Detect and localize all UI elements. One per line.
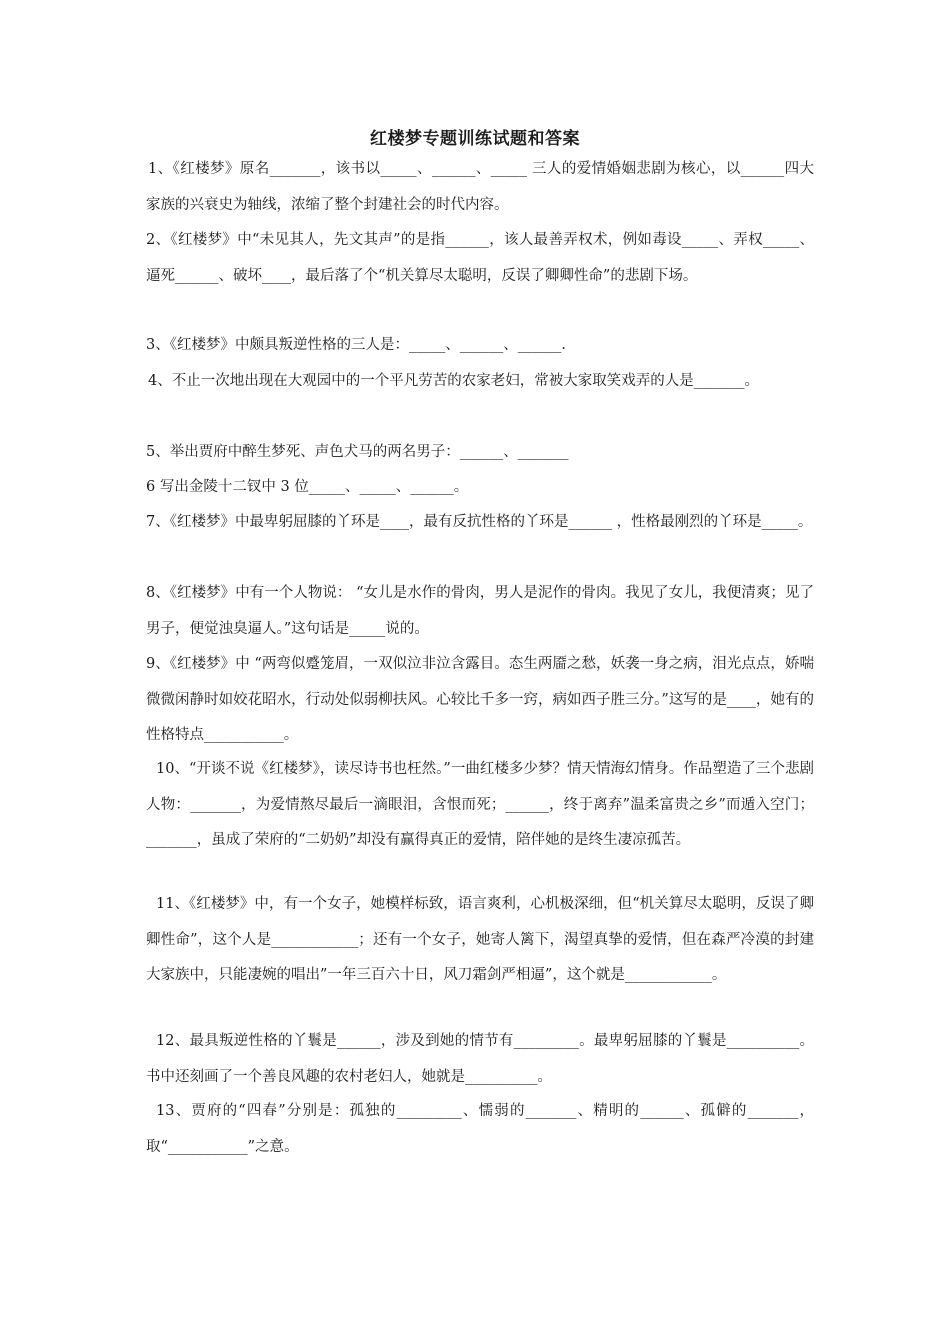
document-title: 红楼梦专题训练试题和答案: [370, 129, 580, 149]
question-11: 11、《红楼梦》中，有一个女子，她模样标致，语言爽利，心机极深细，但“机关算尽太聪明，反误了卿卿性命”，这个人是____________；还有一个女子，她寄人篱下，渴望真挚的爱情，但在森严冷漠的封建大家族中，只能凄婉的唱出”一年三百六十日，风刀霜剑严相逼”，这个就是____________。: [146, 896, 814, 983]
question-12: 12、最具叛逆性格的丫鬟是______，涉及到她的情节有_________。最卑躬屈膝的丫鬟是__________。书中还刻画了一个善良风趣的农村老妇人，她就是__________。: [146, 1033, 814, 1085]
question-8: 8、《红楼梦》中有一个人物说： “女儿是水作的骨肉，男人是泥作的骨肉。我见了女儿，我便清爽；见了男子，便觉浊臭逼人。”这句话是_____说的。: [146, 585, 814, 637]
question-9: 9、《红楼梦》中 “两弯似蹙笼眉，一双似泣非泣含露目。态生两靥之愁，妖袭一身之病，泪光点点，娇喘微微闲静时如姣花昭水，行动处似弱柳扶风。心较比千多一窍，病如西子胜三分。”这写的是____，她有的性格特点___________。: [146, 656, 814, 743]
question-7: 7、《红楼梦》中最卑躬屈膝的丫环是____，最有反抗性格的丫环是______ ，性格最刚烈的丫环是_____。: [146, 514, 813, 530]
question-3: 3、《红楼梦》中颇具叛逆性格的三人是：_____、______、______.: [146, 337, 566, 353]
question-1: 1、《红楼梦》原名_______，该书以_____、______、_____ 三人的爱情婚姻悲剧为核心，以______四大家族的兴衰史为轴线，浓缩了整个封建社会的时代内容。: [146, 161, 814, 213]
question-4: 4、不止一次地出现在大观园中的一个平凡劳苦的农家老妇，常被大家取笑戏弄的人是_______。: [148, 373, 759, 389]
question-2: 2、《红楼梦》中“未见其人，先文其声”的是指______，该人最善弄权术，例如毒设_____、弄权_____、逼死______、破坏____，最后落了个“机关算尽太聪明，反误了卿卿性命”的悲剧下场。: [146, 232, 814, 284]
question-6: 6 写出金陵十二钗中 3 位_____、_____、______。: [146, 479, 469, 495]
question-5: 5、举出贾府中醉生梦死、声色犬马的两名男子：______、_______: [146, 444, 569, 460]
question-10: 10、“开谈不说《红楼梦》，读尽诗书也枉然。”一曲红楼多少梦？情天情海幻情身。作品塑造了三个悲剧人物：_______，为爱情熬尽最后一滴眼泪，含恨而死；______，终于离弃”温柔富贵之乡”而遁入空门；_______，虽成了荣府的“二奶奶”却没有赢得真正的爱情，陪伴她的是终生凄凉孤苦。: [146, 761, 814, 848]
question-13: 13、贾府的“四春”分别是：孤独的_________、懦弱的_______、精明的______、孤僻的_______，取“___________”之意。: [146, 1103, 814, 1155]
